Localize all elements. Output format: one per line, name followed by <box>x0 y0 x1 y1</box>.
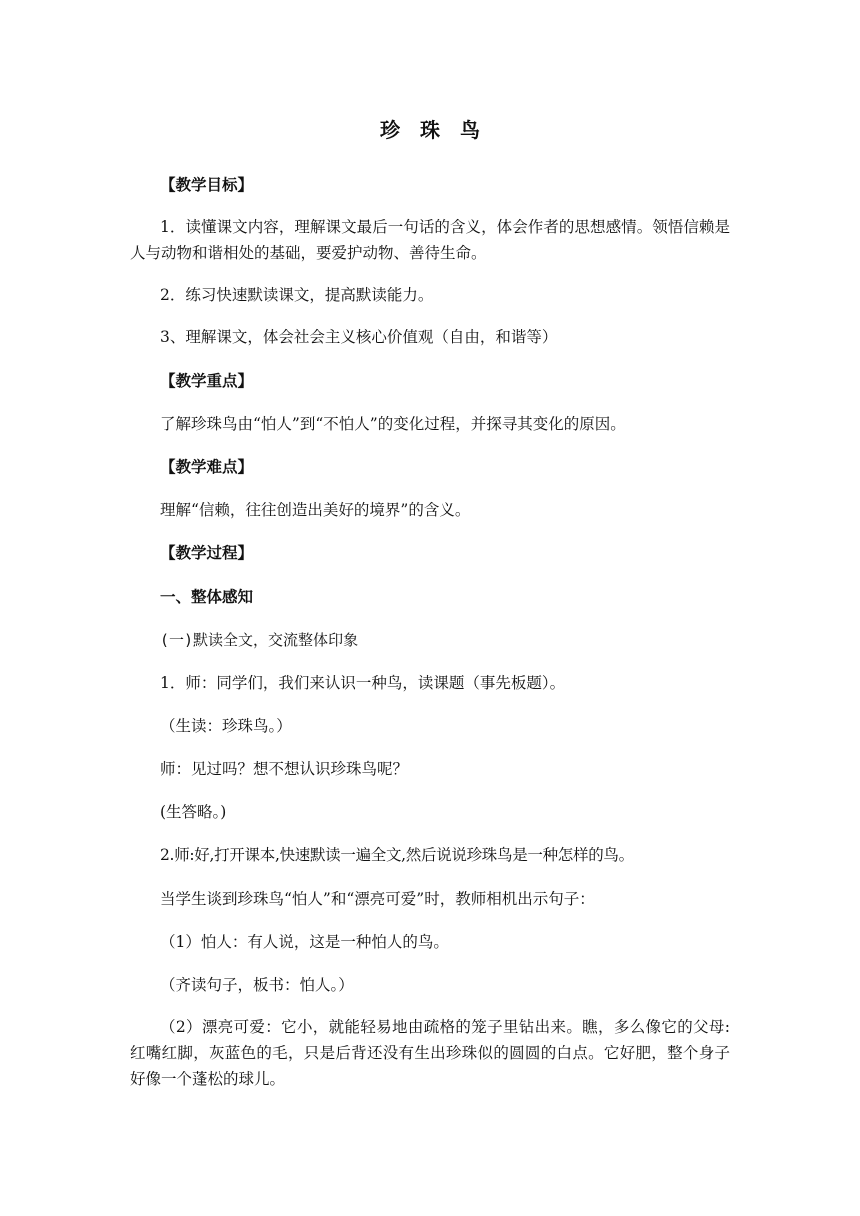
goal-3: 3、理解课文，体会社会主义核心价值观（自由，和谐等） <box>160 328 558 346</box>
paragraph-8: （齐读句子，板书：怕人。） <box>160 976 354 994</box>
paragraph-2: （生读：珍珠鸟。） <box>160 717 292 735</box>
section-overall-perception: 一、整体感知 <box>160 588 254 606</box>
heading-difficult-points: 【教学难点】 <box>160 458 254 476</box>
paragraph-7: （1）怕人：有人说，这是一种怕人的鸟。 <box>160 933 449 951</box>
goal-1: 1．读懂课文内容，理解课文最后一句话的含义，体会作者的思想感情。领悟信赖是人与动物和谐相处的基础，要爱护动物、善待生命。 <box>130 218 730 262</box>
difficult-points-text: 理解“信赖，往往创造出美好的境界”的含义。 <box>160 501 471 519</box>
paragraph-3: 师：见过吗？想不想认识珍珠鸟呢？ <box>160 760 409 778</box>
paragraph-1: 1．师：同学们，我们来认识一种鸟，读课题（事先板题）。 <box>160 674 566 692</box>
heading-key-points: 【教学重点】 <box>160 372 254 390</box>
document-title: 珍 珠 鸟 <box>380 118 480 142</box>
key-points-text: 了解珍珠鸟由“怕人”到“不怕人”的变化过程，并探寻其变化的原因。 <box>160 415 626 433</box>
goal-2: 2．练习快速默读课文，提高默读能力。 <box>160 286 434 304</box>
subsection-silent-reading: (一)默读全文，交流整体印象 <box>160 631 359 649</box>
paragraph-6: 当学生谈到珍珠鸟“怕人”和“漂亮可爱”时，教师相机出示句子： <box>160 890 595 908</box>
paragraph-5: 2.师:好,打开课本,快速默读一遍全文,然后说说珍珠鸟是一种怎样的鸟。 <box>160 846 634 864</box>
paragraph-9: （2）漂亮可爱：它小，就能轻易地由疏格的笼子里钻出来。瞧，多么像它的父母:红嘴红脚，灰蓝色的毛，只是后背还没有生出珍珠似的圆圆的白点。它好肥，整个身子好像一个蓬松的球儿。 <box>130 1018 730 1088</box>
paragraph-4: (生答略。) <box>160 803 227 821</box>
heading-teaching-process: 【教学过程】 <box>160 544 254 562</box>
heading-teaching-goals: 【教学目标】 <box>160 176 254 194</box>
